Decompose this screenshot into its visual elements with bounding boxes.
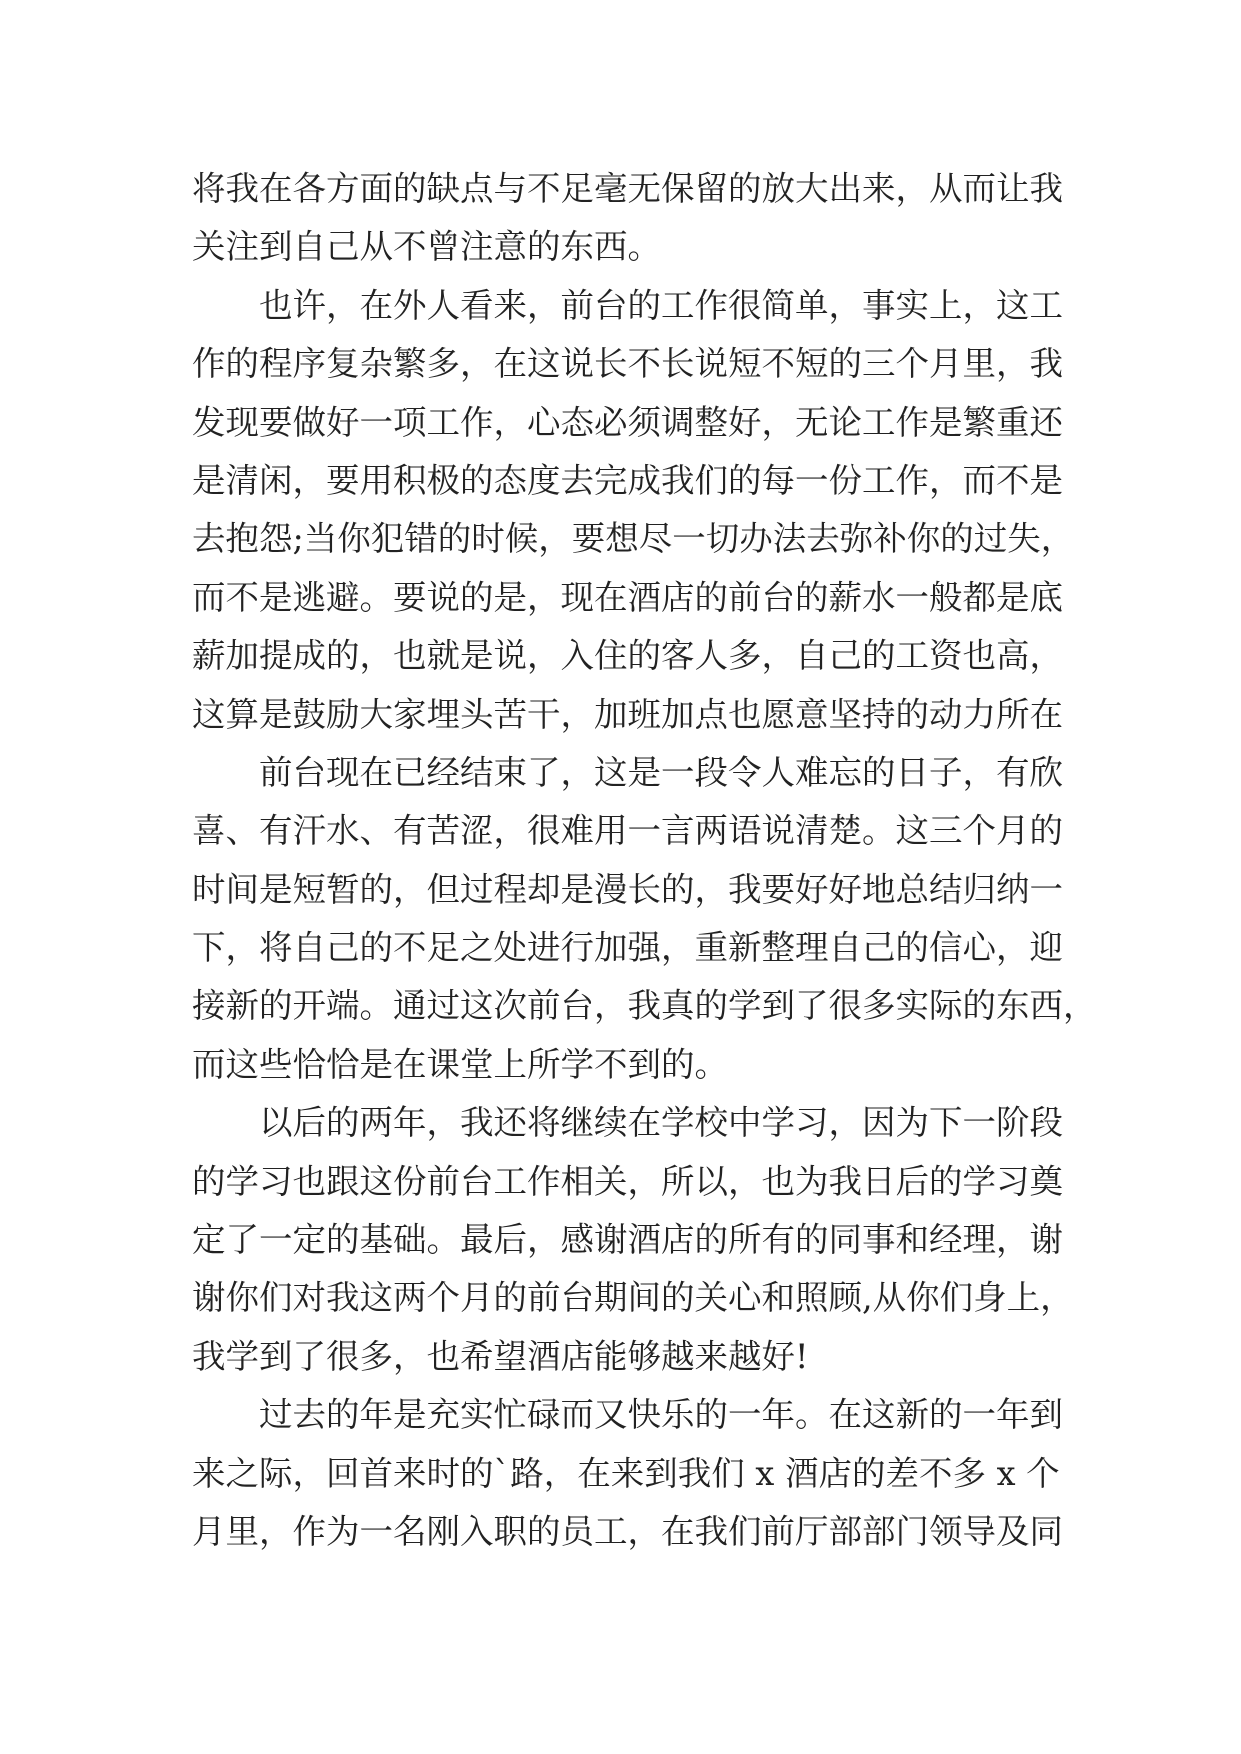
- text-line: 下，将自己的不足之处进行加强，重新整理自己的信心，迎: [192, 928, 1063, 968]
- text-line: 接新的开端。通过这次前台，我真的学到了很多实际的东西，: [192, 986, 1097, 1026]
- text-line: 的学习也跟这份前台工作相关，所以，也为我日后的学习奠: [192, 1161, 1063, 1201]
- paragraph-first-line: 过去的年是充实忙碌而又快乐的一年。在这新的一年到: [259, 1395, 1063, 1435]
- text-line: 而这些恰恰是在课堂上所学不到的。: [192, 1044, 728, 1084]
- text-line: 我学到了很多，也希望酒店能够越来越好!: [192, 1336, 809, 1376]
- text-line: 薪加提成的，也就是说，入住的客人多，自己的工资也高，: [192, 636, 1063, 676]
- text-line: 发现要做好一项工作，心态必须调整好，无论工作是繁重还: [192, 402, 1063, 442]
- document-body: [192, 160, 1097, 1561]
- text-line: 而不是逃避。要说的是，现在酒店的前台的薪水一般都是底: [192, 577, 1063, 617]
- text-line: 是清闲，要用积极的态度去完成我们的每一份工作，而不是: [192, 460, 1063, 500]
- text-line: 将我在各方面的缺点与不足毫无保留的放大出来，从而让我: [192, 169, 1063, 208]
- paragraph-first-line: 以后的两年，我还将继续在学校中学习，因为下一阶段: [259, 1103, 1063, 1143]
- text-line: 去抱怨;当你犯错的时候，要想尽一切办法去弥补你的过失，: [192, 519, 1075, 559]
- text-line: 月里，作为一名刚入职的员工，在我们前厅部部门领导及同: [192, 1511, 1063, 1551]
- text-line: 喜、有汗水、有苦涩，很难用一言两语说清楚。这三个月的: [192, 811, 1063, 851]
- text-line: 作的程序复杂繁多，在这说长不长说短不短的三个月里，我: [192, 344, 1063, 384]
- text-line: 这算是鼓励大家埋头苦干，加班加点也愿意坚持的动力所在: [192, 694, 1063, 734]
- paragraph-first-line: 前台现在已经结束了，这是一段令人难忘的日子，有欣: [259, 752, 1063, 792]
- text-line: 来之际，回首来时的`路，在来到我们 x 酒店的差不多 x 个: [192, 1453, 1060, 1493]
- text-line: 定了一定的基础。最后，感谢酒店的所有的同事和经理，谢: [192, 1220, 1063, 1260]
- text-line: 关注到自己从不曾注意的东西。: [192, 227, 661, 267]
- text-line: 谢你们对我这两个月的前台期间的关心和照顾,从你们身上，: [192, 1278, 1074, 1318]
- paragraph-first-line: 也许，在外人看来，前台的工作很简单，事实上，这工: [259, 285, 1063, 325]
- text-line: 时间是短暂的，但过程却是漫长的，我要好好地总结归纳一: [192, 869, 1063, 909]
